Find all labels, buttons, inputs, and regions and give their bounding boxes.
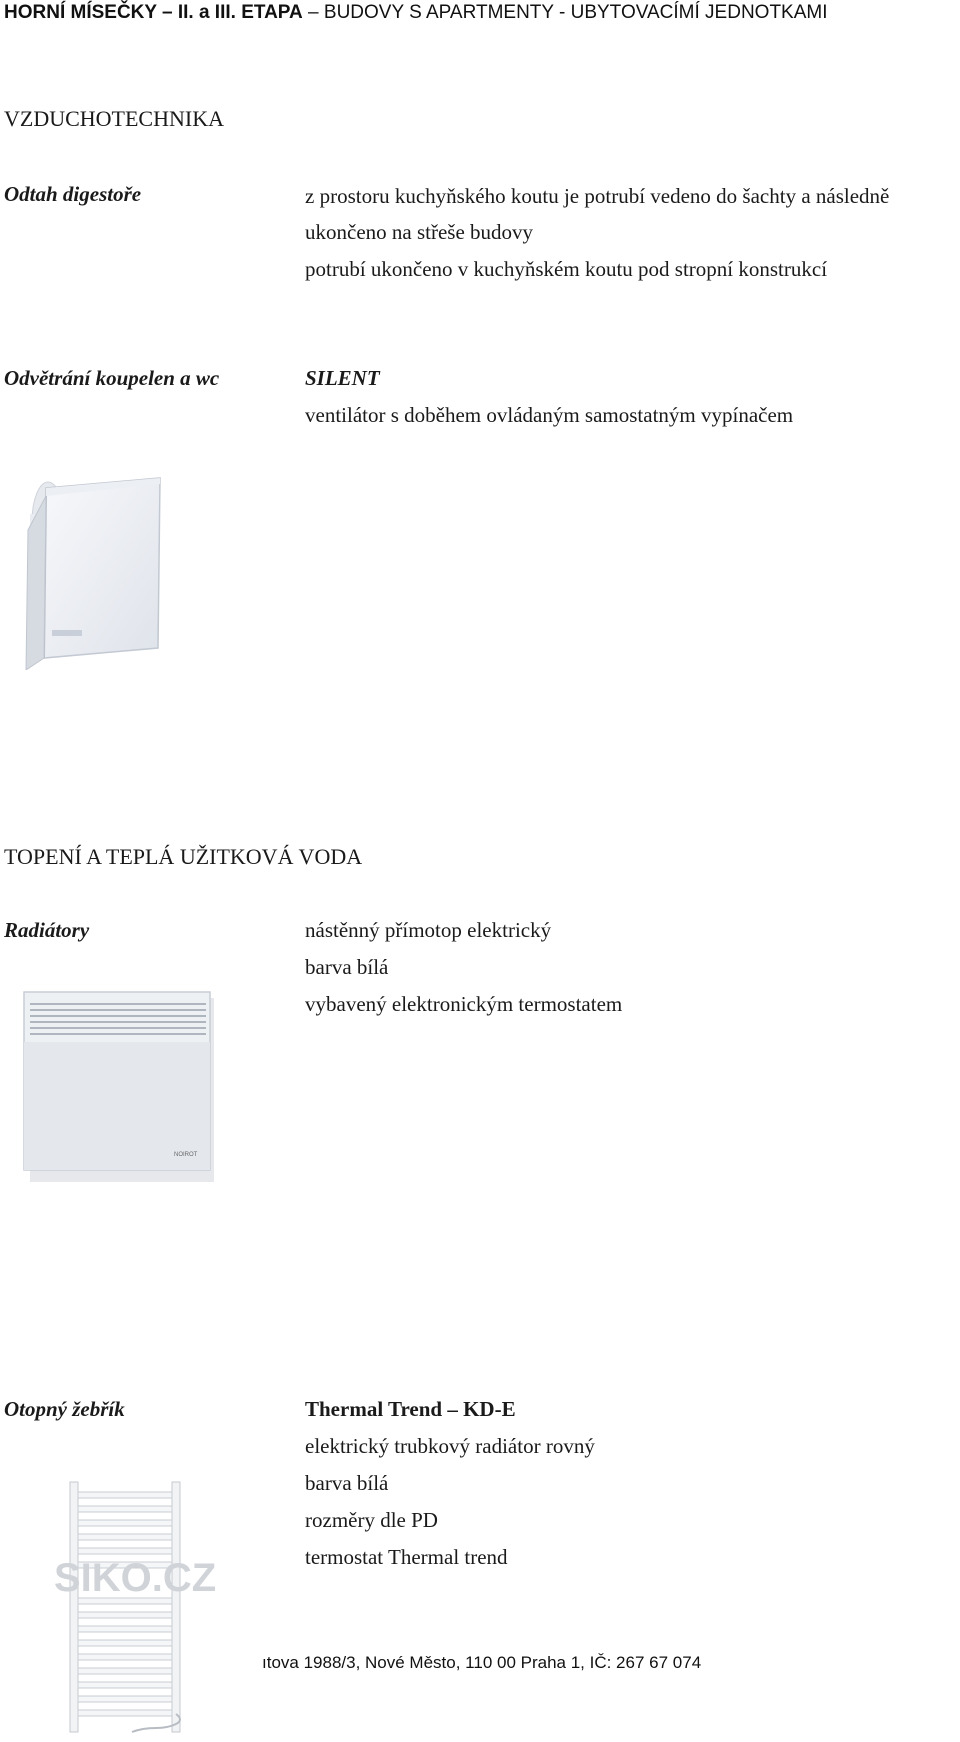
section-topeni: TOPENÍ A TEPLÁ UŽITKOVÁ VODA [4, 844, 363, 869]
zebrik-line: termostat Thermal trend [305, 1545, 508, 1569]
label-radiatory: Radiátory [4, 918, 90, 942]
page-footer: ıtova 1988/3, Nové Město, 110 00 Praha 1, IČ: 267 67 074 [262, 1653, 702, 1672]
zebrik-line: barva bílá [305, 1471, 389, 1495]
ladder-watermark: SIKO.CZ [54, 1556, 217, 1600]
page-header [4, 2, 828, 24]
label-koupelny: Odvětrání koupelen a wc [4, 366, 220, 390]
radiatory-line: nástěnný přímotop elektrický [305, 918, 552, 942]
label-zebrik: Otopný žebřík [4, 1397, 125, 1421]
section-vzduchotechnika: VZDUCHOTECHNIKA [4, 106, 224, 131]
radiatory-line: vybavený elektronickým termostatem [305, 992, 623, 1016]
ladder-image [40, 1478, 270, 1737]
fan-image [10, 470, 170, 670]
radiator-brand: NOIROT [174, 1152, 198, 1158]
digestor-line: z prostoru kuchyňského koutu je potrubí vedeno do šachty a následně [305, 184, 890, 208]
radiatory-line: barva bílá [305, 955, 389, 979]
koupelny-product: SILENT [305, 366, 380, 390]
zebrik-line: elektrický trubkový radiátor rovný [305, 1434, 595, 1458]
digestor-line: ukončeno na střeše budovy [305, 220, 534, 244]
zebrik-line: rozměry dle PD [305, 1508, 438, 1532]
header-bold: HORNÍ MÍSEČKY – II. a III. ETAPA [4, 2, 303, 23]
koupelny-line: ventilátor s doběhem ovládaným samostatným vypínačem [305, 403, 794, 427]
digestor-line: potrubí ukončeno v kuchyňském koutu pod stropní konstrukcí [305, 257, 828, 281]
header-rest: – BUDOVY S APARTMENTY - UBYTOVACÍMÍ JEDNOTKAMI [302, 2, 828, 23]
radiator-image [22, 990, 222, 1190]
zebrik-product: Thermal Trend – KD-E [305, 1397, 516, 1421]
label-digestor: Odtah digestoře [4, 182, 142, 206]
